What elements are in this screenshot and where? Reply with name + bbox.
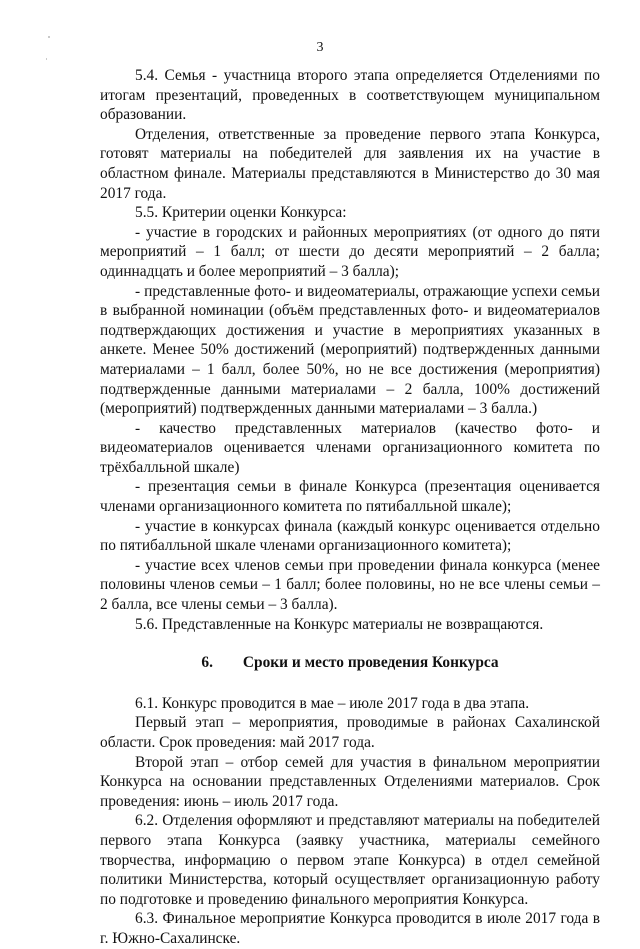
- paragraph-5-4-materials: Отделения, ответственные за проведение первого этапа Конкурса, готовят материалы на победителей для заявления их на участие в областном финале. Материалы представляются в Министерство до 30 мая 2017 года.: [100, 125, 600, 202]
- criterion-media: - представленные фото- и видеоматериалы, отражающие успехи семьи в выбранной номинации (объём представленных фото- и видеоматериалов подтверждающих достижения и участие в мероприятиях указанных в анкете. Менее 50% достижений (мероприятий) подтвержденных данными материалами – 1 балл, более 50%, но не все достижения (мероприятия) подтвержденные данными материалами – 2 балла, 100% достижений (мероприятий) подтвержденных данными материалами – 3 балла.): [100, 282, 600, 418]
- criterion-contests: - участие в конкурсах финала (каждый конкурс оценивается отдельно по пятибалльной шкале членами организационного комитета);: [100, 517, 600, 555]
- section-6-heading: [100, 653, 600, 673]
- paragraph-6-1: 6.1. Конкурс проводится в мае – июле 2017 года в два этапа.: [135, 694, 530, 712]
- scan-speck: [46, 58, 47, 60]
- paragraph-5-5: 5.5. Критерии оценки Конкурса:: [135, 204, 347, 222]
- page-number: 3: [316, 40, 324, 55]
- paragraph-stage-2: Второй этап – отбор семей для участия в финальном мероприятии Конкурса на основании представленных Отделениями материалов. Срок проведения: июнь – июль 2017 года.: [100, 753, 600, 810]
- paragraph-stage-1: Первый этап – мероприятия, проводимые в районах Сахалинской области. Срок проведения: май 2017 года.: [100, 714, 600, 751]
- criterion-presentation: - презентация семьи в финале Конкурса (презентация оценивается членами организационного комитета по пятибалльной шкале);: [100, 478, 600, 516]
- section-6-title: Сроки и место проведения Конкурса: [242, 654, 499, 672]
- criterion-quality: - качество представленных материалов (качество фото- и видеоматериалов оценивается членами организационного комитета по трёхбалльной шкале): [100, 419, 600, 476]
- scan-speck: [48, 36, 50, 38]
- paragraph-6-3: 6.3. Финальное мероприятие Конкурса проводится в июле 2017 года в г. Южно-Сахалинске.: [100, 910, 600, 947]
- criterion-participation: - участие всех членов семьи при проведении финала конкурса (менее половины членов семьи – 1 балл; более половины, но не все члены семьи – 2 балла, все члены семьи – 3 балла).: [100, 556, 600, 614]
- paragraph-6-2: 6.2. Отделения оформляют и представляют материалы на победителей первого этапа Конкурса (заявку участника, материалы семейного творчества, информацию о первом этапе Конкурса) в отдел семейной политики Министерства, который осуществляет организационную работу по подготовке и проведению финального мероприятия Конкурса.: [100, 812, 600, 908]
- paragraph-5-4: 5.4. Семья - участница второго этапа определяется Отделениями по итогам презентаций, проведенных в соответствующем муниципальном образовании.: [100, 67, 600, 124]
- document-body: [100, 66, 600, 949]
- section-6-number: 6.: [201, 654, 213, 672]
- paragraph-5-6: 5.6. Представленные на Конкурс материалы не возвращаются.: [135, 615, 544, 633]
- criterion-events: - участие в городских и районных мероприятиях (от одного до пяти мероприятий – 1 балл; от шести до десяти мероприятий – 2 балла; одиннадцать и более мероприятий – 3 балла);: [100, 223, 600, 280]
